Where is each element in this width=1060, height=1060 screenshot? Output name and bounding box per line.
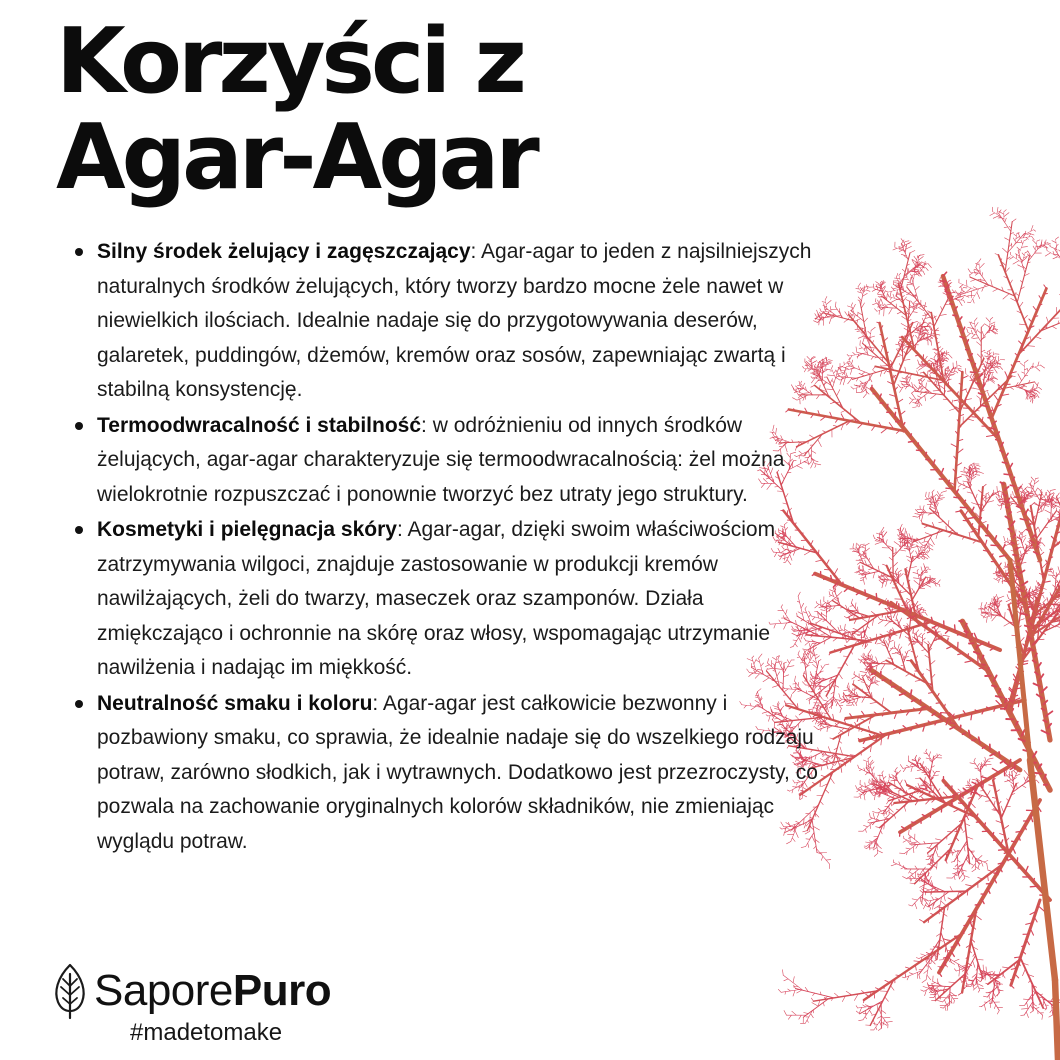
benefit-item — [0, 687, 820, 860]
benefit-title: Silny środek żelujący i zagęszczający — [97, 240, 471, 263]
benefits-list — [0, 235, 820, 860]
benefit-text: : Agar-agar jest całkowicie bezwonny i pozbawiony smaku, co sprawia, że idealnie nadaje się do wszelkiego rodzaju potraw, zarówno słodkich, jak i wytrawnych. Dodatkowo jest przezroczysty, co pozwala na zachowanie oryginalnych kolorów składników, nie zmieniając wyglądu potraw. — [97, 691, 818, 853]
benefit-text: : w odróżnieniu od innych środków żelujących, agar-agar charakteryzuje się termoodwracalnością: żel można wielokrotnie rozpuszczać i ponownie tworzyć bez utraty jego struktury. — [97, 413, 785, 506]
benefit-item — [0, 513, 820, 686]
page-title — [56, 9, 536, 210]
brand-name-part1: Sapore — [94, 966, 233, 1015]
hashtag: #madetomake — [130, 1019, 283, 1046]
title-line-1: Korzyści z — [56, 9, 523, 114]
benefit-item — [0, 235, 820, 408]
benefit-title: Termoodwracalność i stabilność — [97, 413, 422, 437]
benefit-title: Neutralność smaku i koloru — [97, 691, 373, 715]
benefit-title: Kosmetyki i pielęgnacja skóry — [97, 518, 397, 541]
brand-logo — [52, 962, 331, 1020]
brand-name — [94, 966, 331, 1016]
benefit-text: : Agar-agar to jeden z najsilniejszych naturalnych środków żelujących, który tworzy bardzo mocne żele nawet w niewielkich ilościach. Idealnie nadaje się do przygotowywania deserów, galaretek, puddingów, dżemów, kremów oraz sosów, zapewniając zwartą i stabilną konsystencję. — [97, 240, 812, 401]
leaf-icon — [52, 962, 88, 1020]
benefit-item — [0, 409, 820, 513]
benefit-text: : Agar-agar, dzięki swoim właściwościom zatrzymywania wilgoci, znajduje zastosowanie w produkcji kremów nawilżających, żeli do twarzy, maseczek oraz szamponów. Działa zmiękczająco i ochronnie na skórę oraz włosy, wspomagając utrzymanie nawilżenia i nadając im miękkość. — [97, 518, 776, 679]
brand-name-part2: Puro — [232, 966, 332, 1015]
title-line-2: Agar-Agar — [56, 105, 536, 210]
